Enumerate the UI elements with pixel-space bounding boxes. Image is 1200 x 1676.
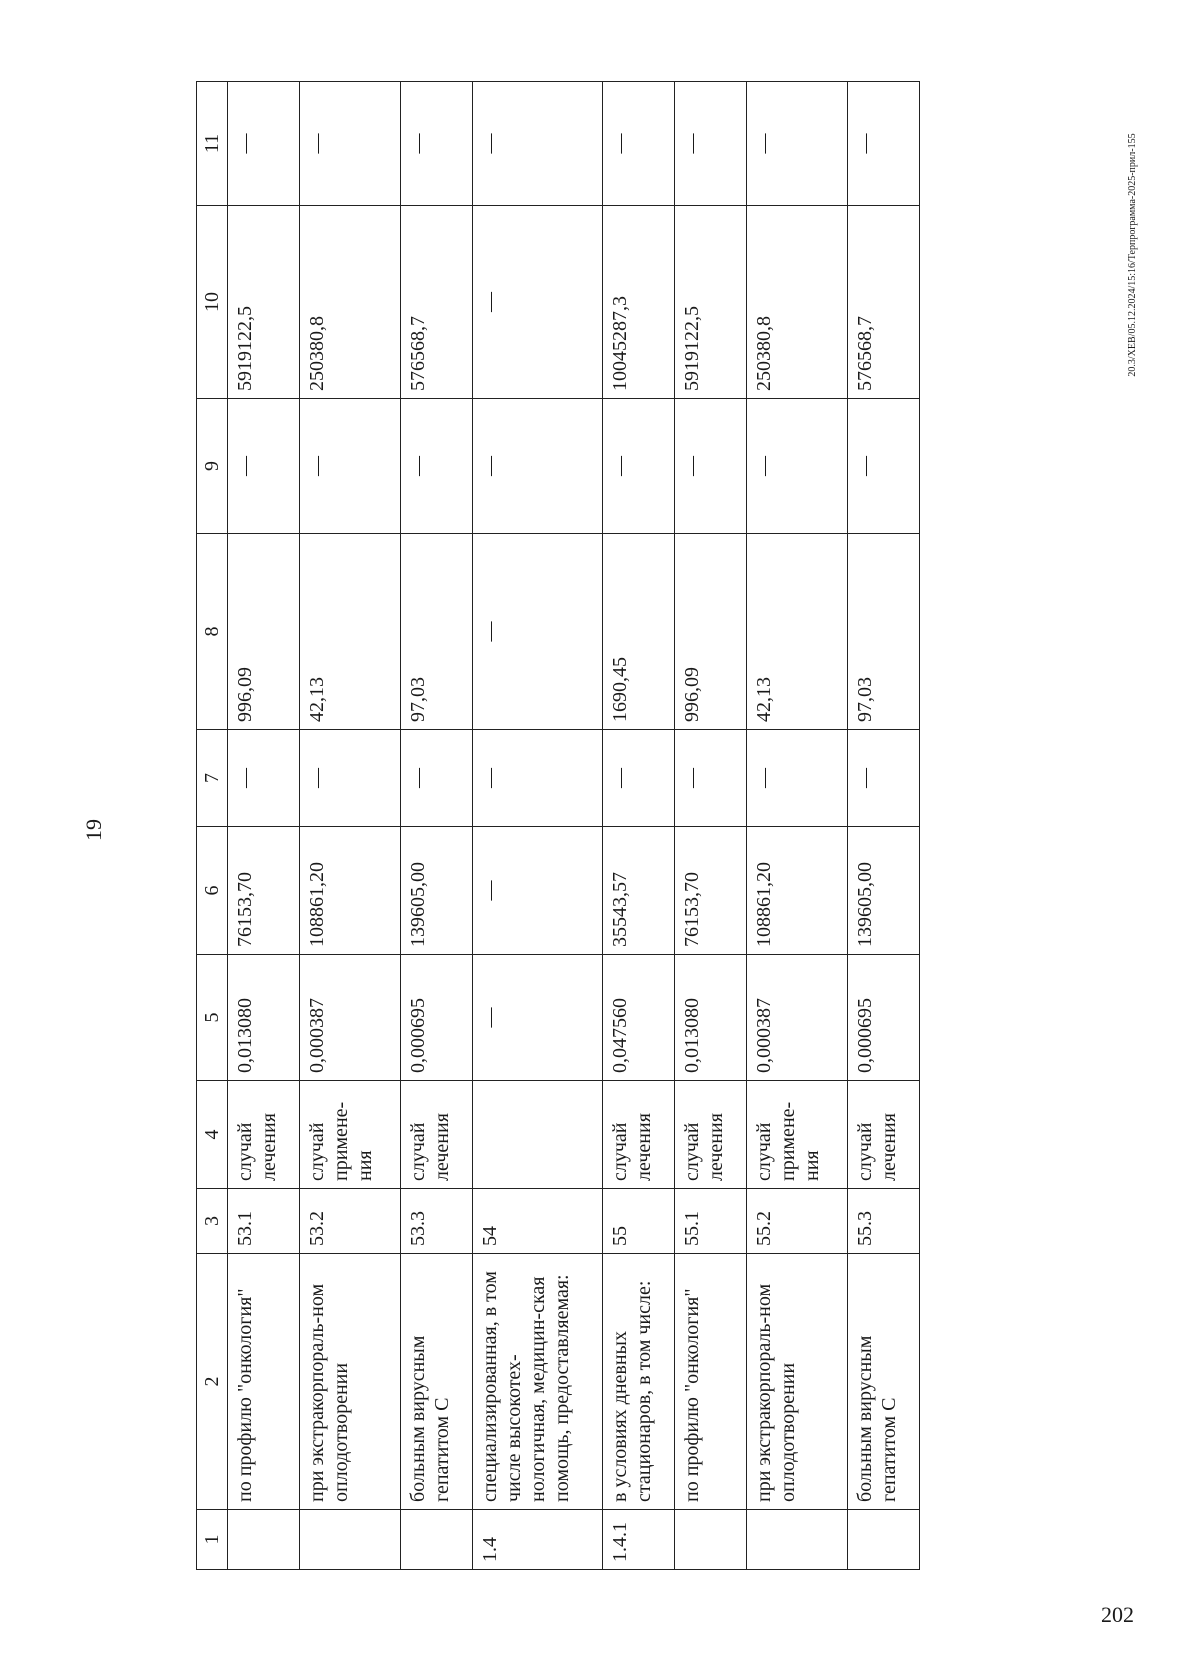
page-number-top: 19 <box>81 819 106 841</box>
cell-line: 53.1 <box>228 1189 300 1254</box>
header-cell: 6 <box>197 827 228 955</box>
cell-col11: — <box>848 82 920 206</box>
cell-col10: 10045287,3 <box>603 206 675 399</box>
page-number-bottom: 202 <box>1101 1602 1134 1627</box>
header-cell: 3 <box>197 1189 228 1254</box>
cell-line: 55.1 <box>675 1189 747 1254</box>
cell-line: 54 <box>472 1189 602 1254</box>
cell-col6: 139605,00 <box>400 827 472 955</box>
cell-unit: случай примене-ния <box>299 1081 400 1189</box>
table-row <box>603 82 675 1570</box>
cell-col6: 108861,20 <box>299 827 400 955</box>
cell-unit: случай примене-ния <box>746 1081 847 1189</box>
cell-col9: — <box>472 399 602 534</box>
cell-number <box>299 1510 400 1570</box>
cell-col5: 0,013080 <box>228 955 300 1081</box>
cell-col6: 139605,00 <box>848 827 920 955</box>
cell-col10: 576568,7 <box>848 206 920 399</box>
header-cell: 1 <box>197 1510 228 1570</box>
cell-col10: — <box>472 206 602 399</box>
cell-col11: — <box>746 82 847 206</box>
cell-number: 1.4 <box>472 1510 602 1570</box>
cell-unit: случай лечения <box>603 1081 675 1189</box>
header-cell: 4 <box>197 1081 228 1189</box>
cell-col11: — <box>472 82 602 206</box>
cell-name: по профилю "онкология" <box>228 1254 300 1510</box>
cell-col11: — <box>228 82 300 206</box>
cell-col8: 97,03 <box>848 534 920 730</box>
cell-line: 55.2 <box>746 1189 847 1254</box>
cell-col9: — <box>603 399 675 534</box>
cell-col5: 0,013080 <box>675 955 747 1081</box>
cell-col7: — <box>472 730 602 827</box>
cell-number <box>675 1510 747 1570</box>
cell-number: 1.4.1 <box>603 1510 675 1570</box>
header-cell: 5 <box>197 955 228 1081</box>
header-cell: 10 <box>197 206 228 399</box>
header-cell: 2 <box>197 1254 228 1510</box>
cell-col8: 42,13 <box>299 534 400 730</box>
cell-line: 55.3 <box>848 1189 920 1254</box>
cell-col7: — <box>299 730 400 827</box>
cell-col8: 42,13 <box>746 534 847 730</box>
cell-unit <box>472 1081 602 1189</box>
cell-col9: — <box>400 399 472 534</box>
cell-col9: — <box>675 399 747 534</box>
cell-col10: 5919122,5 <box>228 206 300 399</box>
cell-line: 53.2 <box>299 1189 400 1254</box>
table-row <box>675 82 747 1570</box>
cell-col6: 76153,70 <box>228 827 300 955</box>
cell-number <box>400 1510 472 1570</box>
cell-col8: 996,09 <box>228 534 300 730</box>
cell-col10: 5919122,5 <box>675 206 747 399</box>
cell-col6: 108861,20 <box>746 827 847 955</box>
cell-col7: — <box>848 730 920 827</box>
header-cell: 8 <box>197 534 228 730</box>
table-row <box>848 82 920 1570</box>
cell-col7: — <box>746 730 847 827</box>
cell-col8: 996,09 <box>675 534 747 730</box>
cell-name: при экстракорпораль-ном оплодотворении <box>746 1254 847 1510</box>
cell-col5: 0,000387 <box>746 955 847 1081</box>
cell-col8: 1690,45 <box>603 534 675 730</box>
cell-col7: — <box>228 730 300 827</box>
cell-col5: 0,000387 <box>299 955 400 1081</box>
cell-col10: 576568,7 <box>400 206 472 399</box>
cell-col6: — <box>472 827 602 955</box>
cell-col8: 97,03 <box>400 534 472 730</box>
data-table <box>196 81 920 1570</box>
header-row <box>197 82 228 1570</box>
cell-col6: 35543,57 <box>603 827 675 955</box>
cell-col9: — <box>299 399 400 534</box>
stamp-text: 20.3/XEB/05.12.2024/15:16/Терпрограмма-2025-прил-155 <box>1127 133 1138 377</box>
cell-col11: — <box>603 82 675 206</box>
cell-col5: 0,047560 <box>603 955 675 1081</box>
cell-unit: случай лечения <box>848 1081 920 1189</box>
cell-col11: — <box>400 82 472 206</box>
cell-line: 53.3 <box>400 1189 472 1254</box>
cell-unit: случай лечения <box>400 1081 472 1189</box>
cell-number <box>228 1510 300 1570</box>
cell-name: по профилю "онкология" <box>675 1254 747 1510</box>
cell-number <box>746 1510 847 1570</box>
cell-col5: — <box>472 955 602 1081</box>
cell-col11: — <box>299 82 400 206</box>
header-cell: 9 <box>197 399 228 534</box>
cell-name: при экстракорпораль-ном оплодотворении <box>299 1254 400 1510</box>
table-row <box>746 82 847 1570</box>
table-row <box>228 82 300 1570</box>
cell-name: специализированная, в том числе высокотех-нологичная, медицин-ская помощь, предоставляемая: <box>472 1254 602 1510</box>
cell-col6: 76153,70 <box>675 827 747 955</box>
cell-col5: 0,000695 <box>400 955 472 1081</box>
header-cell: 11 <box>197 82 228 206</box>
cell-col9: — <box>746 399 847 534</box>
cell-line: 55 <box>603 1189 675 1254</box>
header-cell: 7 <box>197 730 228 827</box>
cell-name: больным вирусным гепатитом С <box>400 1254 472 1510</box>
cell-col7: — <box>603 730 675 827</box>
table-row <box>472 82 602 1570</box>
cell-unit: случай лечения <box>675 1081 747 1189</box>
cell-number <box>848 1510 920 1570</box>
cell-col7: — <box>400 730 472 827</box>
rotated-table-container <box>196 82 920 1570</box>
cell-unit: случай лечения <box>228 1081 300 1189</box>
cell-col11: — <box>675 82 747 206</box>
table-row <box>400 82 472 1570</box>
cell-name: в условиях дневных стационаров, в том числе: <box>603 1254 675 1510</box>
cell-col9: — <box>848 399 920 534</box>
cell-name: больным вирусным гепатитом С <box>848 1254 920 1510</box>
cell-col7: — <box>675 730 747 827</box>
table-row <box>299 82 400 1570</box>
cell-col5: 0,000695 <box>848 955 920 1081</box>
cell-col8: — <box>472 534 602 730</box>
cell-col9: — <box>228 399 300 534</box>
cell-col10: 250380,8 <box>746 206 847 399</box>
cell-col10: 250380,8 <box>299 206 400 399</box>
